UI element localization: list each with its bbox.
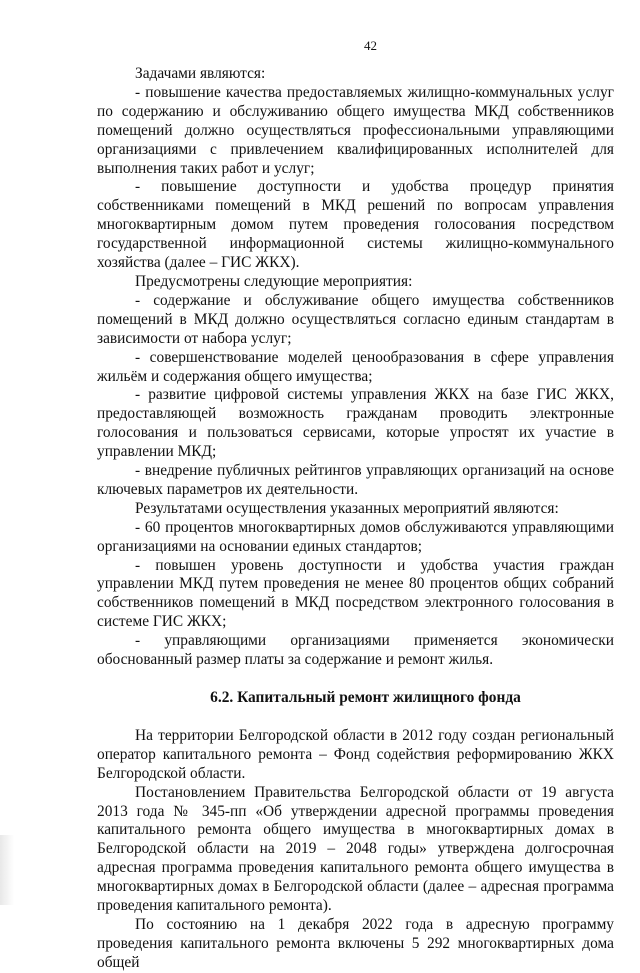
tasks-intro: Задачами являются: <box>135 65 266 82</box>
scan-edge-shadow <box>0 835 14 905</box>
measure-item: - содержание и обслуживание общего имущества собственников помещений в МКД должно осуществляться согласно единым стандартам в зависимости от набора услуг; <box>97 291 614 347</box>
body-paragraph: Постановлением Правительства Белгородской области от 19 августа 2013 года № 345-пп «Об утверждении адресной программы проведения капитального ремонта общего имущества в многоквартирных домах в Белгородской области на 2019 – 2048 годы» утверждена долгосрочная адресная программа проведения капитального ремонта общего имущества в многоквартирных домах в Белгородской области (далее – адресная программа проведения капитального ремонта). <box>97 783 614 915</box>
task-item: - повышение качества предоставляемых жилищно-коммунальных услуг по содержанию и обслуживанию общего имущества МКД собственников помещений должно осуществляться профессиональными управляющими организациями с привлечением квалифицированных исполнителей для выполнения таких работ и услуг; <box>97 83 614 177</box>
measures-intro: Предусмотрены следующие мероприятия: <box>135 272 413 290</box>
measure-item: - развитие цифровой системы управления ЖКХ на базе ГИС ЖКХ, предоставляющей возможность гражданам проводить электронные голосования и пользоваться сервисами, которые упростят их участие в управлении МКД; <box>97 386 614 461</box>
page-number: 42 <box>364 38 377 53</box>
results-intro: Результатами осуществления указанных мероприятий являются: <box>135 499 559 517</box>
body-paragraph: На территории Белгородской области в 2012 году создан региональный оператор капитального ремонта – Фонд содействия реформированию ЖКХ Белгородской области. <box>97 726 614 782</box>
measure-item: - внедрение публичных рейтингов управляющих организаций на основе ключевых параметров их деятельности. <box>97 462 614 498</box>
result-item: - управляющими организациями применяется экономически обоснованный размер платы за содержание и ремонт жилья. <box>97 632 614 669</box>
result-item: - 60 процентов многоквартирных домов обслуживаются управляющими организациями на основании единых стандартов; <box>97 518 614 555</box>
section-heading: 6.2. Капитальный ремонт жилищного фонда <box>210 689 521 706</box>
task-item: - повышение доступности и удобства процедур принятия собственниками помещений в МКД решений по вопросам управления многоквартирным домом путем проведения голосования посредством государственной информационной системы жилищно-коммунального хозяйства (далее – ГИС ЖКХ). <box>97 178 614 272</box>
body-paragraph: По состоянию на 1 декабря 2022 года в адресную программу проведения капитального ремонта включены 5 292 многоквартирных дома общей <box>97 915 614 971</box>
result-item: - повышен уровень доступности и удобства участия граждан управлении МКД путем проведения не менее 80 процентов общих собраний собственников помещений в МКД посредством электронного голосования в системе ГИС ЖКХ; <box>97 556 614 631</box>
measure-item: - совершенствование моделей ценообразования в сфере управления жильём и содержания общего имущества; <box>97 348 614 385</box>
